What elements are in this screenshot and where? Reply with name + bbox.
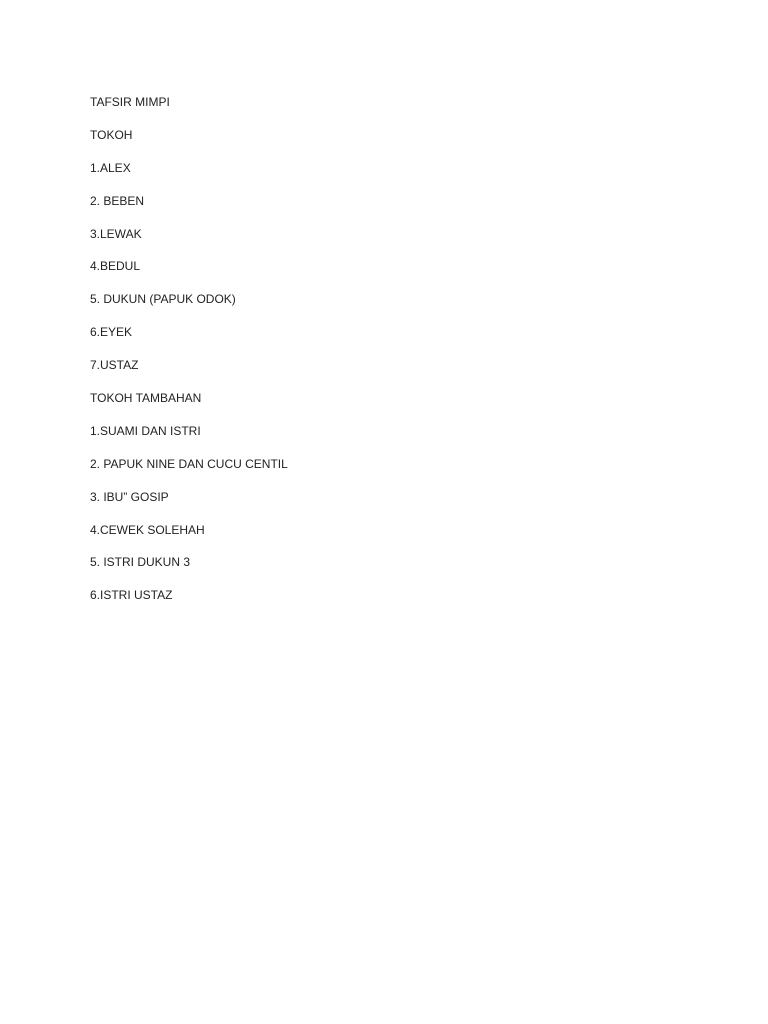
document-body xyxy=(90,94,690,620)
section-heading-tokoh: TOKOH xyxy=(90,127,133,142)
list-item: 5. DUKUN (PAPUK ODOK) xyxy=(90,292,236,307)
list-item: 4.CEWEK SOLEHAH xyxy=(90,522,205,537)
list-item: 6.ISTRI USTAZ xyxy=(90,588,173,603)
list-item: 1.SUAMI DAN ISTRI xyxy=(90,423,201,438)
list-item: 4.BEDUL xyxy=(90,259,141,274)
document-title: TAFSIR MIMPI xyxy=(90,95,170,109)
list-item: 1.ALEX xyxy=(90,160,131,175)
section-heading-tokoh-tambahan: TOKOH TAMBAHAN xyxy=(90,391,202,406)
list-item: 3.LEWAK xyxy=(90,226,142,241)
list-item: 7.USTAZ xyxy=(90,358,139,373)
list-item: 2. PAPUK NINE DAN CUCU CENTIL xyxy=(90,456,288,471)
list-item: 3. IBU” GOSIP xyxy=(90,489,169,504)
list-item: 6.EYEK xyxy=(90,325,133,340)
list-item: 5. ISTRI DUKUN 3 xyxy=(90,555,191,570)
list-item: 2. BEBEN xyxy=(90,193,145,208)
